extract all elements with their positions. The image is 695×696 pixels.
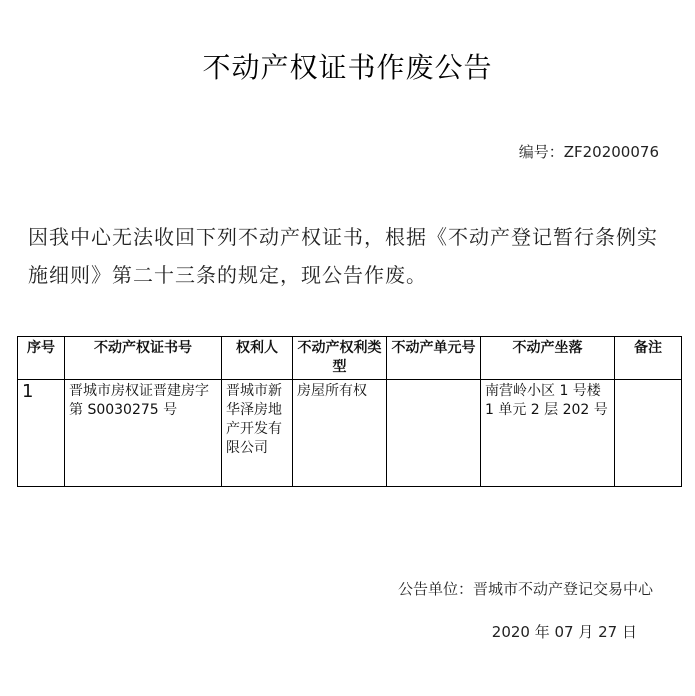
notice-date: 2020 年 07 月 27 日: [491, 623, 637, 641]
cell-cert-no: 晋城市房权证晋建房字第 S0030275 号: [65, 380, 222, 487]
notice-number-value: ZF20200076: [563, 143, 659, 161]
header-seq: 序号: [18, 337, 65, 380]
header-cert-no: 不动产权证书号: [65, 337, 222, 380]
cell-unit-no: [387, 380, 481, 487]
issuer-label: 公告单位：: [397, 580, 473, 598]
cell-owner: 晋城市新华泽房地产开发有限公司: [222, 380, 293, 487]
header-right-type: 不动产权利类型: [293, 337, 387, 380]
cell-seq: 1: [18, 380, 65, 487]
cell-remark: [615, 380, 682, 487]
notice-title: 不动产权证书作废公告: [202, 51, 493, 84]
certificate-table: [17, 336, 682, 487]
header-remark: 备注: [615, 337, 682, 380]
table-row: [18, 380, 682, 487]
notice-number-label: 编号：: [518, 143, 564, 161]
table-header-row: [18, 337, 682, 380]
cell-location: 南营岭小区 1 号楼 1 单元 2 层 202 号: [481, 380, 615, 487]
cell-right-type: 房屋所有权: [293, 380, 387, 487]
header-owner: 权利人: [222, 337, 293, 380]
header-unit-no: 不动产单元号: [387, 337, 481, 380]
notice-number: [519, 141, 659, 162]
issuer-line: [398, 578, 653, 599]
header-location: 不动产坐落: [481, 337, 615, 380]
notice-body-text: 因我中心无法收回下列不动产权证书，根据《不动产登记暂行条例实施细则》第二十三条的规定，现公告作废。: [28, 225, 658, 287]
issuer-name: 晋城市不动产登记交易中心: [472, 580, 653, 598]
